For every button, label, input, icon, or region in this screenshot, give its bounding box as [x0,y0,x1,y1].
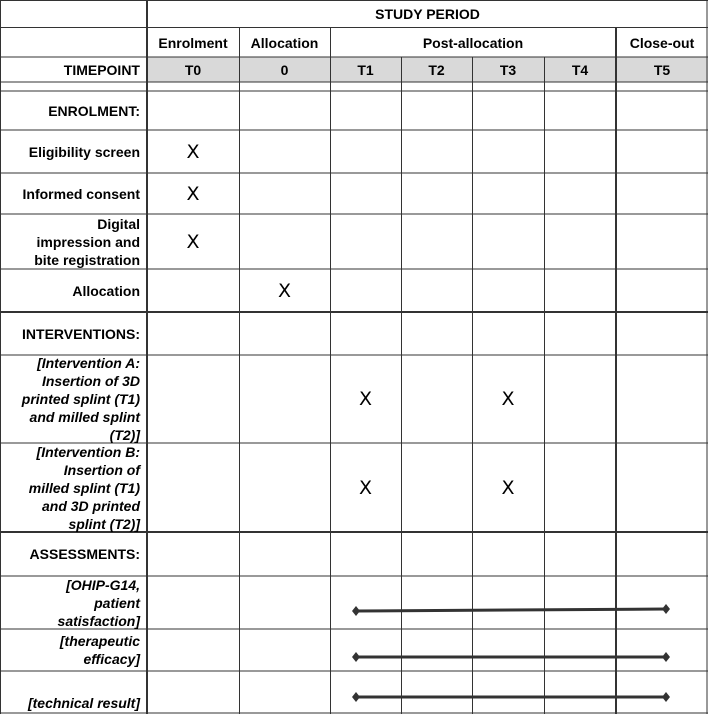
allocation-0-mark: X [277,279,292,302]
intervention-b-t1-mark: X [358,476,373,499]
allocation-row-label: Allocation [72,282,140,299]
intervention-b-line: splint (T2)] [68,515,140,532]
eligibility-t0-mark: X [186,140,200,163]
intervention-a-line: (T2)] [109,427,140,443]
intervention-a-t3-mark: X [501,388,515,410]
study-period-heading: STUDY PERIOD [375,6,480,22]
intervention-a-line: [Intervention A: [37,355,140,371]
enrolment-section-label: ENROLMENT: [48,102,140,119]
timepoint-t4: T4 [571,61,589,78]
close-out-column-heading: Close-out [629,34,695,51]
timepoint-t5: T5 [653,61,671,78]
assessments-section-label: ASSESSMENTS: [29,546,140,562]
digital-impression-line: impression and [36,233,140,250]
consent-t0-mark: X [186,182,200,205]
allocation-column-heading: Allocation [250,34,319,51]
intervention-a-line: Insertion of 3D [41,373,140,389]
ohip-line: [OHIP-G14, [66,576,140,593]
timepoint-t0: T0 [184,61,202,78]
digital-t0-mark: X [186,230,200,253]
intervention-b-line: [Intervention B: [36,443,140,460]
therapeutic-efficacy-line: [therapeutic [59,633,140,649]
therapeutic-efficacy-line: efficacy] [83,651,140,667]
intervention-b-line: Insertion of [63,461,140,478]
technical-result-label: [technical result] [27,695,140,711]
ohip-line: patient [94,594,140,611]
technical-duration-line [352,692,670,702]
timepoint-t1: T1 [357,61,374,78]
digital-impression-line: bite registration [34,251,140,268]
enrolment-column-heading: Enrolment [158,34,228,51]
efficacy-duration-line [352,652,670,662]
ohip-duration-line [352,604,670,616]
intervention-a-t1-mark: X [358,388,373,410]
timepoint-label: TIMEPOINT [63,61,140,78]
intervention-b-line: milled splint (T1) [28,479,140,496]
intervention-a-line: printed splint (T1) [21,391,140,407]
timepoint-t2: T2 [428,61,445,78]
digital-impression-line: Digital [97,215,140,232]
post-allocation-column-heading: Post-allocation [422,34,524,51]
informed-consent-label: Informed consent [22,185,140,202]
intervention-b-t3-mark: X [501,476,515,499]
ohip-line: satisfaction] [57,612,140,629]
interventions-section-label: INTERVENTIONS: [22,325,140,342]
timepoint-t3: T3 [499,61,517,78]
intervention-b-line: and 3D printed [41,497,140,514]
intervention-a-line: and milled splint [29,409,140,425]
eligibility-screen-label: Eligibility screen [28,143,140,160]
timepoint-0: 0 [280,61,289,78]
